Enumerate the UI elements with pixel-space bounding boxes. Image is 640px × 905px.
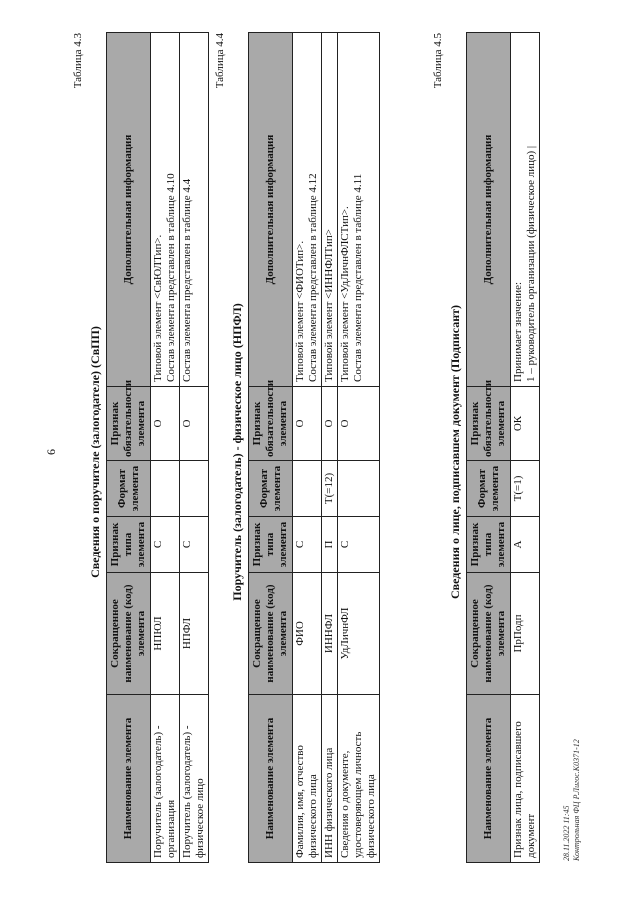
cell-format: T(=12) [322,461,338,517]
cell-short-code: ИННФЛ [322,573,338,695]
cell-short-code: ПрПодп [511,573,540,695]
header-format: Формат элемента [467,461,511,517]
info-line: Состав элемента представлен в таблице 4.4 [181,178,193,382]
print-control-code: Контрольная ФЦ Р.Лигос.К0371-12 [572,739,581,861]
info-line: Типовой элемент <ИННФЛТип> [323,229,335,382]
header-type-flag: Признак типа элемента [249,517,293,573]
cell-format: T(=1) [511,461,540,517]
info-line: Типовой элемент <УдЛичнФЛСТип>. [339,206,351,382]
cell-type-flag: С [293,517,322,573]
header-format: Формат элемента [107,461,151,517]
header-additional-info: Дополнительная информация [249,33,293,387]
info-line: 1 – руководитель организации (физическое лицо) | [525,145,537,382]
table-caption: Таблица 4.4 [214,33,226,89]
header-short-code: Сокращенное наименование (код) элемента [249,573,293,695]
table-row [322,33,338,863]
print-date: 28.11.2022 11:45 [562,805,571,861]
cell-element-name: ИНН физического лица [322,695,338,863]
info-line: Типовой элемент <СвЮЛТип>. [152,234,164,382]
cell-format [151,461,180,517]
info-line: Состав элемента представлен в таблице 4.10 [165,173,177,382]
page-number: 6 [44,449,58,455]
cell-format [293,461,322,517]
cell-short-code: НПЮЛ [151,573,180,695]
cell-format [180,461,209,517]
cell-required-flag: О [151,387,180,461]
cell-required-flag: О [293,387,322,461]
cell-element-name: Поручитель (залогодатель) - организация [151,695,180,863]
info-line: Типовой элемент <ФИОТип>. [294,240,306,382]
cell-additional-info [180,33,209,387]
cell-additional-info [338,33,380,387]
cell-type-flag: А [511,517,540,573]
cell-type-flag: С [180,517,209,573]
table-header-row [467,33,511,863]
header-short-code: Сокращенное наименование (код) элемента [107,573,151,695]
table-4-5 [466,32,540,863]
table-caption: Таблица 4.5 [432,33,444,89]
info-line: Состав элемента представлен в таблице 4.11 [352,173,364,382]
header-additional-info: Дополнительная информация [467,33,511,387]
table-row [511,33,540,863]
info-line: Состав элемента представлен в таблице 4.12 [307,173,319,382]
info-line: Принимает значение: [512,281,524,382]
header-short-code: Сокращенное наименование (код) элемента [467,573,511,695]
table-title: Сведения о лице, подписавшем документ (Подписант) [448,304,462,600]
cell-format [338,461,380,517]
header-element-name: Наименование элемента [107,695,151,863]
rotated-content [40,23,600,881]
table-title: Сведения о поручителе (залогодателе) (СвПП) [88,326,102,578]
cell-element-name: Фамилия, имя, отчество физического лица [293,695,322,863]
table-row [151,33,180,863]
cell-required-flag: О [322,387,338,461]
header-required-flag: Признак обязательности элемента [107,387,151,461]
header-format: Формат элемента [249,461,293,517]
table-row [338,33,380,863]
cell-type-flag: С [338,517,380,573]
table-header-row [249,33,293,863]
cell-type-flag: С [151,517,180,573]
cell-required-flag: О [338,387,380,461]
table-4-3 [106,32,209,863]
table-row [180,33,209,863]
cell-short-code: УдЛичнФЛ [338,573,380,695]
cell-additional-info [151,33,180,387]
header-type-flag: Признак типа элемента [467,517,511,573]
cell-element-name: Сведения о документе, удостоверяющем личность физического лица [338,695,380,863]
cell-short-code: НПФЛ [180,573,209,695]
cell-type-flag: П [322,517,338,573]
cell-required-flag: О [180,387,209,461]
table-row [293,33,322,863]
header-element-name: Наименование элемента [249,695,293,863]
cell-element-name: Поручитель (залогодатель) - физическое лицо [180,695,209,863]
header-type-flag: Признак типа элемента [107,517,151,573]
table-4-4 [248,32,380,863]
cell-additional-info [511,33,540,387]
table-title: Поручитель (залогодатель) - физическое лицо (НПФЛ) [230,303,244,601]
header-required-flag: Признак обязательности элемента [467,387,511,461]
cell-short-code: ФИО [293,573,322,695]
print-stamp [562,739,582,861]
table-header-row [107,33,151,863]
cell-additional-info [293,33,322,387]
cell-required-flag: ОК [511,387,540,461]
header-element-name: Наименование элемента [467,695,511,863]
header-required-flag: Признак обязательности элемента [249,387,293,461]
cell-element-name: Признак лица, подписавшего документ [511,695,540,863]
table-caption: Таблица 4.3 [72,33,84,89]
cell-additional-info [322,33,338,387]
header-additional-info: Дополнительная информация [107,33,151,387]
